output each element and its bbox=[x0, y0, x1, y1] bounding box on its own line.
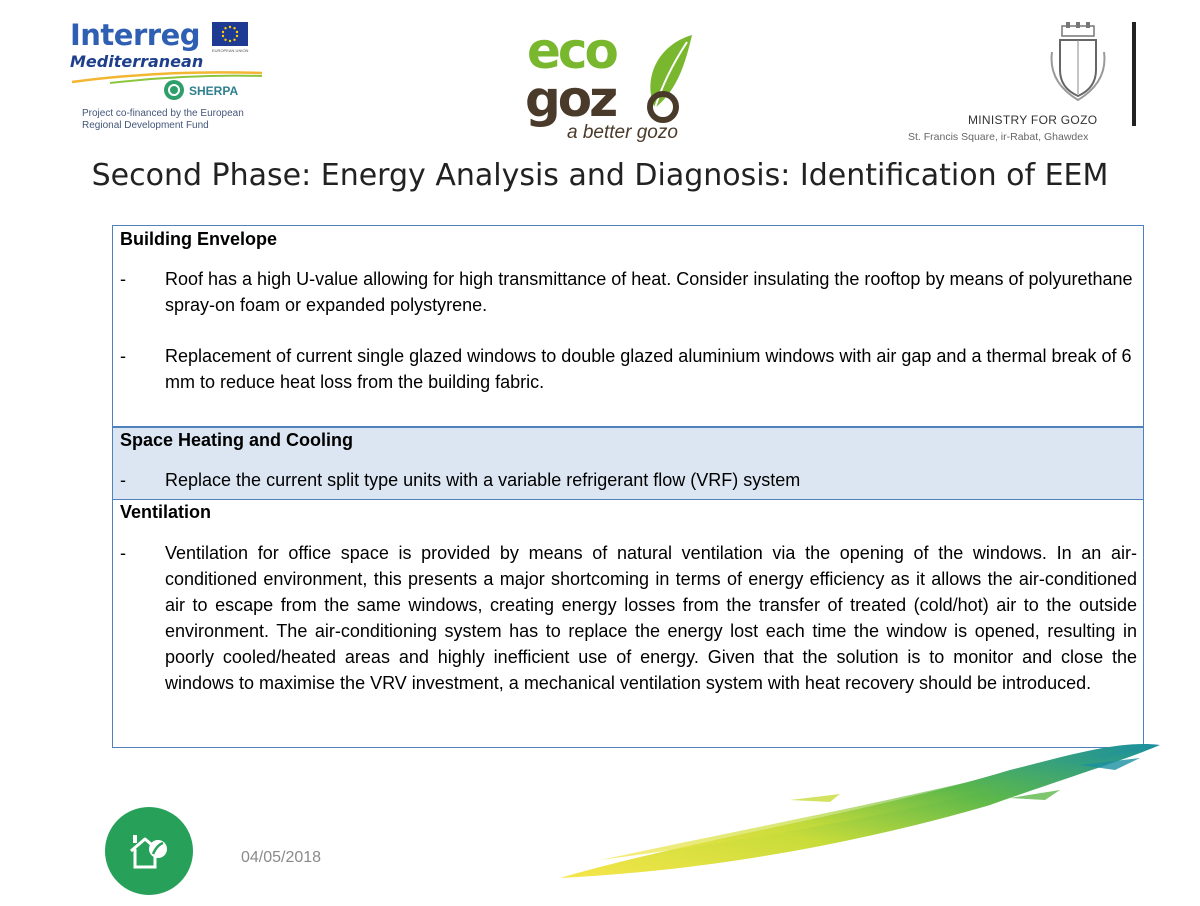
home-leaf-icon bbox=[105, 807, 193, 895]
section-heading: Building Envelope bbox=[120, 229, 278, 249]
ministry-name: MINISTRY FOR GOZO bbox=[968, 113, 1098, 127]
cofinanced-line-2: Regional Development Fund bbox=[82, 120, 209, 131]
ecogozo-tagline: a better gozo bbox=[567, 122, 678, 143]
interreg-brand: Interreg bbox=[70, 18, 200, 52]
sherpa-label: SHERPA bbox=[189, 84, 239, 98]
cofinanced-note bbox=[82, 108, 244, 132]
section-heading: Space Heating and Cooling bbox=[120, 430, 354, 450]
slide-date: 04/05/2018 bbox=[241, 849, 322, 866]
bullet-dash: - bbox=[120, 346, 126, 366]
bullet-dash: - bbox=[120, 269, 126, 289]
eu-flag-icon bbox=[212, 22, 248, 46]
section-ventilation bbox=[113, 500, 1143, 747]
slide-title: Second Phase: Energy Analysis and Diagnosis: Identification of EEM bbox=[91, 158, 1109, 193]
ministry-logo bbox=[900, 14, 1160, 154]
bullet-dash: - bbox=[120, 470, 126, 490]
ministry-divider bbox=[1132, 22, 1136, 126]
interreg-logo bbox=[70, 18, 280, 138]
sherpa-icon bbox=[164, 80, 184, 100]
ecogozo-eco: eco bbox=[527, 22, 616, 80]
cofinanced-line-1: Project co-financed by the European bbox=[82, 108, 244, 119]
eem-table bbox=[112, 225, 1144, 748]
bullet-text: Ventilation for office space is provided by means of natural ventilation via the opening of the windows. In an air-conditioned environment, this presents a major shortcoming in terms of energy efficiency as it allows the air-conditioned air to escape from the same windows, creating energy losses from the transfer of treated (cold/hot) air to the outside environment. The air-conditioning system has to replace the energy lost each time the window is opened, resulting in poorly cooled/heated areas and highly inefficient use of energy. Given that the solution is to monitor and close the windows to maximise the VRV investment, a mechanical ventilation system with heat recovery should be introduced. bbox=[165, 543, 1137, 693]
bullet-text: Replacement of current single glazed windows to double glazed aluminium windows with air gap and a thermal break of 6 mm to reduce heat loss from the building fabric. bbox=[165, 346, 1132, 392]
section-space-heating-cooling bbox=[113, 426, 1143, 500]
interreg-region: Mediterranean bbox=[70, 52, 204, 71]
eu-caption: EUROPEAN UNION bbox=[212, 48, 249, 53]
malta-crest-icon bbox=[1048, 22, 1108, 102]
ecogozo-gozo: goz bbox=[525, 70, 616, 128]
leaf-icon bbox=[637, 30, 697, 125]
section-building-envelope bbox=[113, 226, 1143, 426]
bullet-text: Roof has a high U-value allowing for high transmittance of heat. Consider insulating the rooftop by means of polyurethane spray-on foam or expanded polystyrene. bbox=[165, 269, 1133, 315]
bullet-dash: - bbox=[120, 543, 126, 563]
ecogozo-logo bbox=[505, 12, 720, 162]
section-heading: Ventilation bbox=[120, 502, 212, 522]
ministry-address: St. Francis Square, ir-Rabat, Ghawdex bbox=[908, 131, 1089, 143]
bullet-text: Replace the current split type units with a variable refrigerant flow (VRF) system bbox=[165, 470, 801, 490]
brush-stroke-decoration bbox=[540, 720, 1165, 890]
